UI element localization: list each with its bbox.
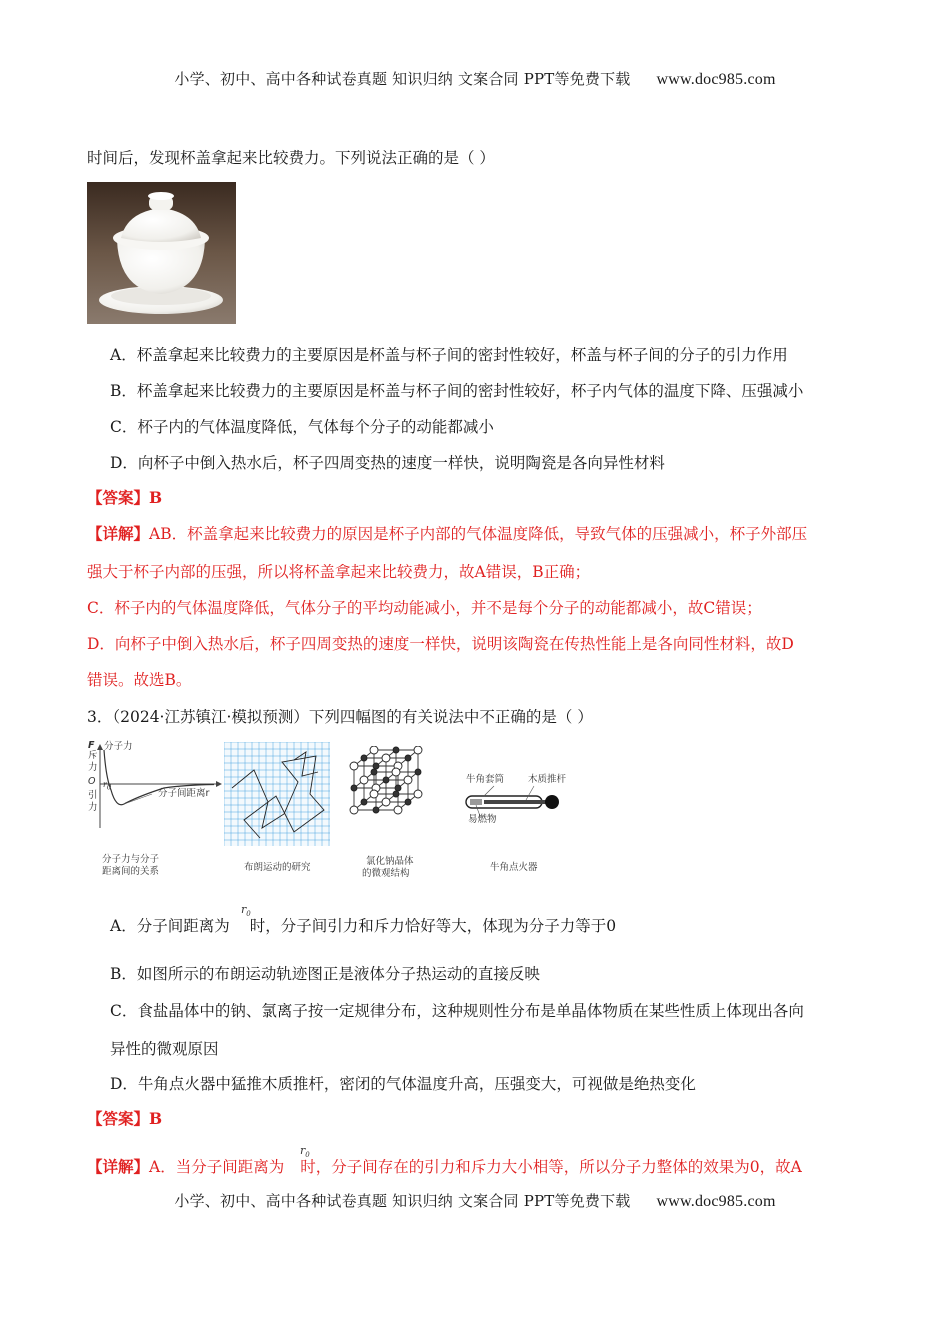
- q3-option-b: B．如图所示的布朗运动轨迹图正是液体分子热运动的直接反映: [110, 965, 540, 983]
- q2-option-d: D．向杯子中倒入热水后，杯子四周变热的速度一样快，说明陶瓷是各向异性材料: [110, 454, 665, 472]
- fig4-fuel-label: 易燃物: [468, 814, 497, 825]
- q3-option-c-line-1: C．食盐晶体中的钠、氯离子按一定规律分布，这种规则性分布是单晶体物质在某些性质上体现出各向: [110, 1002, 804, 1020]
- page-header: [0, 68, 950, 89]
- q3-detail-pre: A．当分子间距离为: [149, 1158, 285, 1176]
- brownian-motion-grid: [224, 742, 330, 846]
- q3-detail-r: r: [300, 1144, 306, 1157]
- fig1-attraction-label: 引力: [88, 790, 98, 813]
- q3-detail-post: 时，分子间存在的引力和斥力大小相等，所以分子力整体的效果为0，故A: [300, 1158, 802, 1176]
- q3-option-a-pre: A．分子间距离为: [110, 917, 230, 935]
- page-footer: [0, 1190, 950, 1211]
- fig1-x-label: 分子间距离r: [158, 788, 210, 799]
- q2-detail-text-1: AB．杯盖拿起来比较费力的原因是杯子内部的气体温度降低，导致气体的压强减小，杯子外部压: [149, 525, 808, 543]
- q2-detail-line-1: [87, 522, 807, 544]
- fig4-caption: 牛角点火器: [490, 862, 538, 873]
- q3-option-a-r-sub: 0: [246, 910, 251, 919]
- fig1-curve-label: 分子力: [104, 741, 133, 752]
- q3-option-a-r: r: [241, 903, 247, 916]
- q3-option-a-r0: [241, 903, 251, 918]
- q3-answer-value: B: [149, 1109, 163, 1128]
- q3-detail-r0: [300, 1144, 310, 1159]
- q3-figures: [84, 738, 604, 886]
- q2-detail-line-2: 强大于杯子内部的压强，所以将杯盖拿起来比较费力，故A错误，B正确；: [87, 563, 591, 581]
- q2-stem: 时间后，发现杯盖拿起来比较费力。下列说法正确的是（ ）: [87, 149, 495, 167]
- q2-detail-line-5: 错误。故选B。: [87, 671, 192, 689]
- fig1-r0-sub: 0: [106, 783, 112, 792]
- fig1-f-label: F: [88, 740, 95, 751]
- q3-option-a: [110, 914, 616, 936]
- q2-detail-line-4: D．向杯子中倒入热水后，杯子四周变热的速度一样快，说明该陶瓷在传热性能上是各向同性材料，故D: [87, 635, 794, 653]
- q3-option-a-post: 时，分子间引力和斥力恰好等大，体现为分子力等于0: [249, 917, 617, 935]
- q2-detail-label: 【详解】: [87, 524, 150, 543]
- fig1-caption-line-2: 距离间的关系: [102, 866, 160, 877]
- q3-option-c-line-2: 异性的微观原因: [110, 1040, 219, 1058]
- q3-answer-label: 【答案】: [87, 1109, 150, 1128]
- q2-answer: [87, 486, 162, 508]
- q3-stem: 3．（2024·江苏镇江·模拟预测）下列四幅图的有关说法中不正确的是（ ）: [87, 708, 593, 726]
- fig3-caption-line-1: 氯化钠晶体: [366, 856, 414, 867]
- footer-url: www.doc985.com: [656, 1193, 776, 1210]
- q3-detail-r-sub: 0: [305, 1151, 310, 1160]
- q3-option-d: D．牛角点火器中猛推木质推杆，密闭的气体温度升高，压强变大，可视做是绝热变化: [110, 1075, 696, 1093]
- fig3-caption-line-2: 的微观结构: [362, 868, 410, 879]
- header-text: 小学、初中、高中各种试卷真题 知识归纳 文案合同 PPT等免费下载: [174, 70, 631, 88]
- nacl-crystal-lattice: [346, 746, 432, 832]
- fig2-caption: 布朗运动的研究: [244, 862, 311, 873]
- header-url: www.doc985.com: [656, 71, 776, 88]
- fig1-r0-label: [103, 780, 111, 792]
- footer-text: 小学、初中、高中各种试卷真题 知识归纳 文案合同 PPT等免费下载: [174, 1192, 631, 1210]
- q2-answer-label: 【答案】: [87, 488, 150, 507]
- fig1-origin-label: O: [88, 776, 96, 787]
- q2-option-c: C．杯子内的气体温度降低，气体每个分子的动能都减小: [110, 418, 494, 436]
- q2-answer-value: B: [149, 488, 163, 507]
- fig1-repulsion-label: 斥力: [88, 750, 98, 773]
- q2-option-b: B．杯盖拿起来比较费力的主要原因是杯盖与杯子间的密封性较好，杯子内气体的温度下降、压强减小: [110, 382, 804, 400]
- q3-detail-label: 【详解】: [87, 1157, 150, 1176]
- gaiwan-photo: [87, 182, 236, 324]
- q3-detail-line-1: [87, 1155, 802, 1177]
- q3-answer: [87, 1107, 162, 1129]
- fig1-r0-r: r: [103, 780, 107, 789]
- q2-option-a: A．杯盖拿起来比较费力的主要原因是杯盖与杯子间的密封性较好，杯盖与杯子间的分子的引力作用: [110, 346, 788, 364]
- fig4-sleeve-label: 牛角套筒: [466, 774, 505, 785]
- fig4-rod-label: 木质推杆: [528, 774, 567, 785]
- q2-detail-line-3: C．杯子内的气体温度降低，气体分子的平均动能减小，并不是每个分子的动能都减小，故C错误；: [87, 599, 762, 617]
- fig1-caption-line-1: 分子力与分子: [102, 854, 160, 865]
